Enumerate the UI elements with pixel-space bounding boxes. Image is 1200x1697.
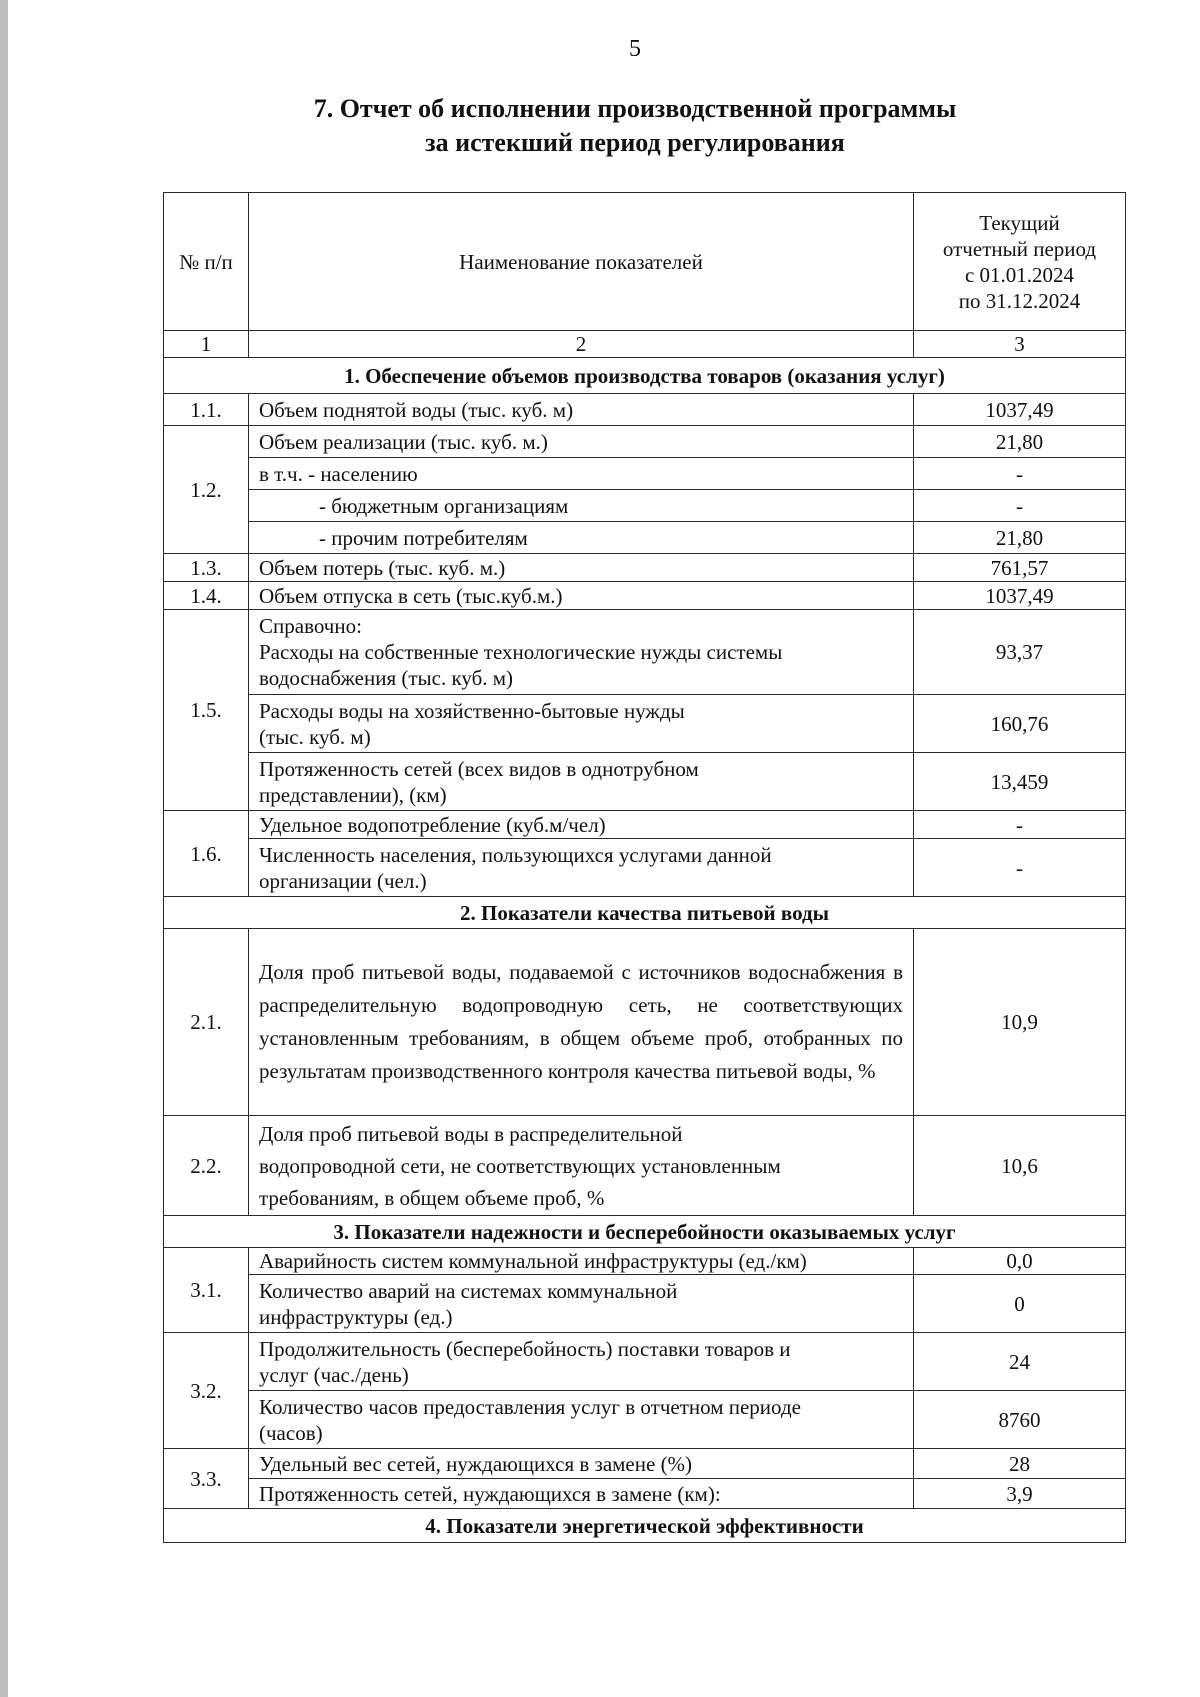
row-name-line: Расходы воды на хозяйственно-бытовые нужды (259, 698, 685, 723)
row-name: Объем отпуска в сеть (тыс.куб.м.) (249, 582, 914, 610)
row-name (249, 1116, 914, 1216)
row-value: 3,9 (914, 1479, 1126, 1509)
section-3-title: 3. Показатели надежности и бесперебойности оказываемых услуг (164, 1216, 1126, 1248)
index-1: 1 (164, 331, 249, 358)
row-value: 13,459 (914, 753, 1126, 811)
row-name-line: представлении), (км) (259, 782, 447, 807)
table-row (164, 1116, 1126, 1216)
row-name: Объем реализации (тыс. куб. м.) (249, 426, 914, 458)
table-row (164, 753, 1126, 811)
row-value: 160,76 (914, 695, 1126, 753)
row-name: Протяженность сетей, нуждающихся в замене (км): (249, 1479, 914, 1509)
section-row (164, 1509, 1126, 1543)
row-number: 3.2. (164, 1333, 249, 1449)
row-value: 28 (914, 1449, 1126, 1479)
section-row (164, 897, 1126, 929)
period-line-3: с 01.01.2024 (964, 262, 1075, 287)
row-value: 8760 (914, 1391, 1126, 1449)
row-name-line: Доля проб питьевой воды в распределительной (259, 1121, 683, 1146)
header-row (164, 193, 1126, 331)
table-row (164, 610, 1126, 695)
page-number: 5 (629, 36, 641, 62)
table-row (164, 1479, 1126, 1509)
row-value: 93,37 (914, 610, 1126, 695)
row-number: 1.3. (164, 554, 249, 582)
index-2: 2 (249, 331, 914, 358)
title-line-2: за истекший период регулирования (425, 128, 845, 157)
period-line-1: Текущий (979, 210, 1060, 235)
row-name: Удельный вес сетей, нуждающихся в замене (%) (249, 1449, 914, 1479)
row-name-line: Справочно: (259, 614, 362, 638)
row-name-line: услуг (час./день) (259, 1362, 409, 1387)
row-name-line: (часов) (259, 1420, 323, 1445)
section-row (164, 358, 1126, 394)
row-number: 2.1. (164, 929, 249, 1116)
row-name: Объем поднятой воды (тыс. куб. м) (249, 394, 914, 426)
row-name: в т.ч. - населению (249, 458, 914, 490)
row-name (249, 839, 914, 897)
row-number: 1.5. (164, 610, 249, 811)
row-name-line: инфраструктуры (ед.) (259, 1304, 453, 1329)
row-value: - (914, 458, 1126, 490)
header-col-period (914, 193, 1126, 331)
table-row (164, 394, 1126, 426)
row-name: Доля проб питьевой воды, подаваемой с источников водоснабжения в распределительную водопроводную сеть, не соответствующих установленным требованиям, в общем объеме проб, отобранных по результатам производственного контроля качества питьевой воды, % (249, 929, 914, 1116)
row-value: 10,6 (914, 1116, 1126, 1216)
section-1-title: 1. Обеспечение объемов производства товаров (оказания услуг) (164, 358, 1126, 394)
scan-edge (0, 0, 8, 1697)
period-line-4: по 31.12.2024 (958, 288, 1081, 313)
row-name: Объем потерь (тыс. куб. м.) (249, 554, 914, 582)
row-name (249, 1333, 914, 1391)
row-name (249, 695, 914, 753)
row-name (249, 1391, 914, 1449)
table-row (164, 695, 1126, 753)
row-name-line: водопроводной сети, не соответствующих установленным (259, 1153, 781, 1178)
row-value: - (914, 811, 1126, 839)
row-value: 1037,49 (914, 394, 1126, 426)
index-3: 3 (914, 331, 1126, 358)
row-name: - бюджетным организациям (249, 490, 914, 522)
row-name-line: организации (чел.) (259, 868, 427, 893)
row-name: Удельное водопотребление (куб.м/чел) (249, 811, 914, 839)
row-name-line: Продолжительность (бесперебойность) поставки товаров и (259, 1336, 791, 1361)
row-value: - (914, 490, 1126, 522)
row-name-line: Количество часов предоставления услуг в отчетном периоде (259, 1394, 801, 1419)
row-number: 2.2. (164, 1116, 249, 1216)
table-row (164, 582, 1126, 610)
row-number: 1.1. (164, 394, 249, 426)
row-name: Аварийность систем коммунальной инфраструктуры (ед./км) (249, 1248, 914, 1275)
table-row (164, 522, 1126, 554)
row-name-line: Количество аварий на системах коммунальной (259, 1278, 678, 1303)
report-table (163, 192, 1126, 1543)
table-row (164, 1333, 1126, 1391)
row-number: 1.2. (164, 426, 249, 554)
index-row (164, 331, 1126, 358)
row-number: 3.1. (164, 1248, 249, 1333)
row-value: 1037,49 (914, 582, 1126, 610)
row-value: - (914, 839, 1126, 897)
title-line-1: 7. Отчет об исполнении производственной программы (313, 94, 957, 123)
row-name-line: Расходы на собственные технологические нужды системы (259, 640, 783, 664)
row-name (249, 753, 914, 811)
table-row (164, 1449, 1126, 1479)
row-value: 761,57 (914, 554, 1126, 582)
row-name-line: водоснабжения (тыс. куб. м) (259, 666, 514, 690)
row-name-line: (тыс. куб. м) (259, 724, 371, 749)
header-col-name: Наименование показателей (249, 193, 914, 331)
row-name: - прочим потребителям (249, 522, 914, 554)
table-row (164, 1248, 1126, 1275)
row-name-line: Численность населения, пользующихся услугами данной (259, 842, 772, 867)
table-row (164, 554, 1126, 582)
row-value: 0 (914, 1275, 1126, 1333)
table-row (164, 1391, 1126, 1449)
table-row (164, 426, 1126, 458)
row-name (249, 610, 914, 695)
table-row (164, 1275, 1126, 1333)
row-value: 24 (914, 1333, 1126, 1391)
row-value: 0,0 (914, 1248, 1126, 1275)
section-2-title: 2. Показатели качества питьевой воды (164, 897, 1126, 929)
header-col-num: № п/п (164, 193, 249, 331)
row-name-line: требованиям, в общем объеме проб, % (259, 1185, 605, 1210)
period-line-2: отчетный период (942, 236, 1097, 261)
row-value: 10,9 (914, 929, 1126, 1116)
row-value: 21,80 (914, 426, 1126, 458)
section-4-title: 4. Показатели энергетической эффективности (164, 1509, 1126, 1543)
page-title (0, 92, 1200, 160)
table-row (164, 458, 1126, 490)
table-row (164, 929, 1126, 1116)
row-number: 1.6. (164, 811, 249, 897)
row-name-line: Протяженность сетей (всех видов в однотрубном (259, 756, 699, 781)
row-value: 21,80 (914, 522, 1126, 554)
row-number: 3.3. (164, 1449, 249, 1509)
table-row (164, 811, 1126, 839)
table-row (164, 839, 1126, 897)
table-row (164, 490, 1126, 522)
section-row (164, 1216, 1126, 1248)
row-number: 1.4. (164, 582, 249, 610)
row-name (249, 1275, 914, 1333)
